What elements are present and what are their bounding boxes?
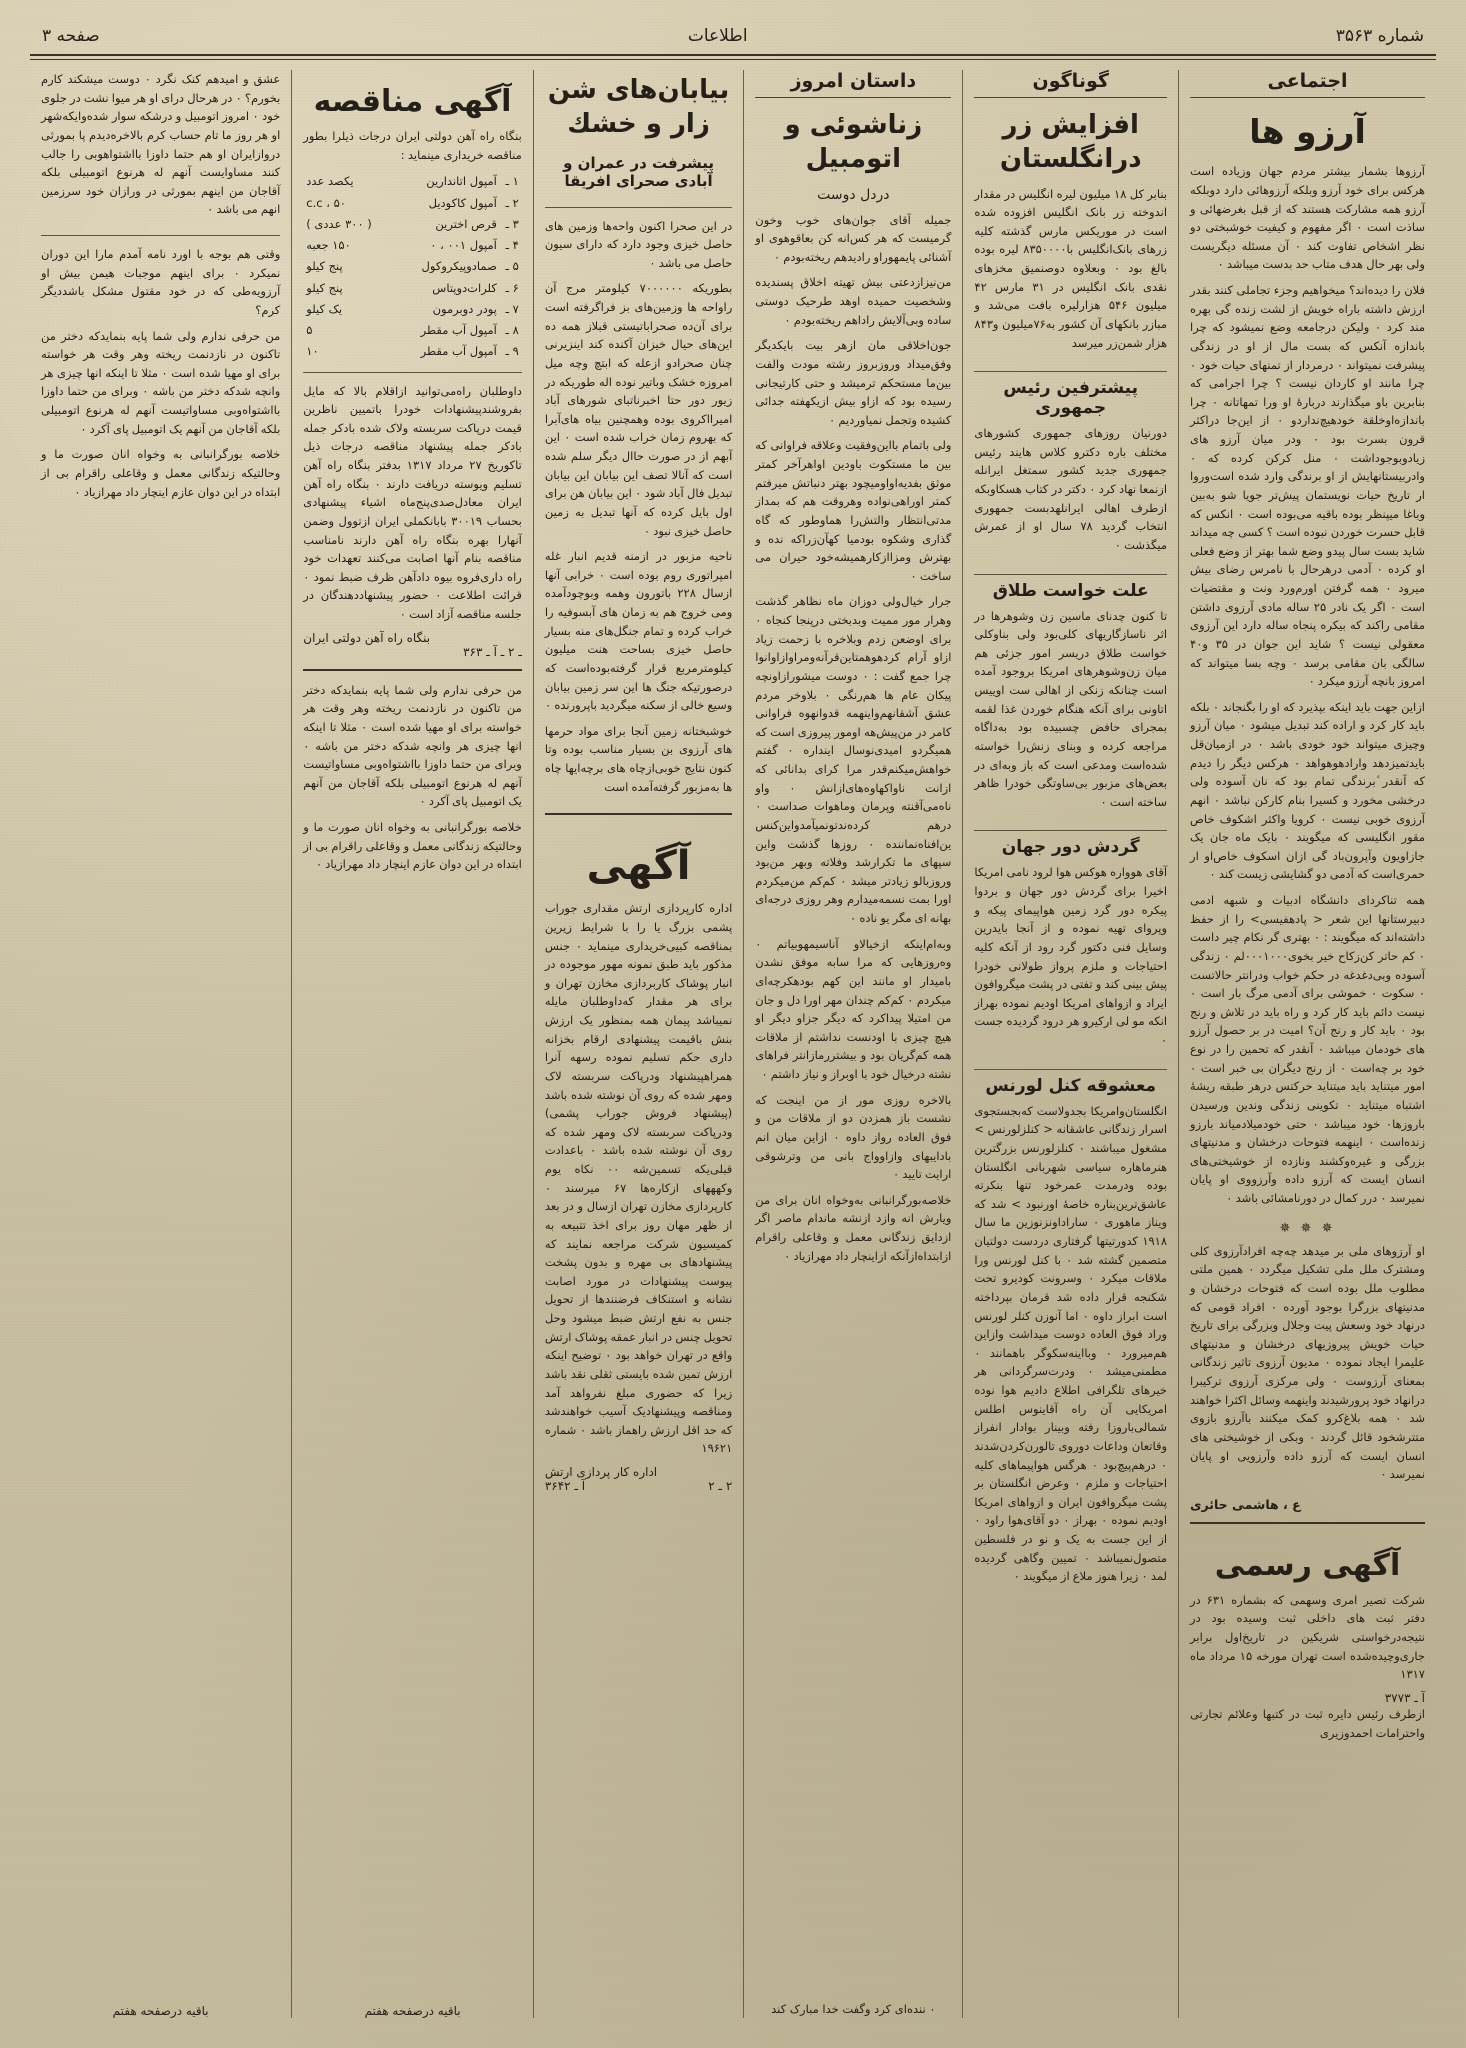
- paragraph: همه تناکردای دانشگاه ادبیات و شبهه ادمی دبیرستانها این شعر < پادهفیسی> را از حفظ داشته‌اند که میگویند : ۰ بهتری گر نکام چیر داست ۰ کم حاتر کن‌زکاح خیر بخوی‌۰۰۰۱۰۰۰لم ۰ زندگی آسوده وبی‌دغدغه در حکم خواب ودرانتر حالاتست ۰ سکوت ۰ خموشی برای آدمی مرگ بار است ۰ نیست دائم باید کار کرد و راه باید در تلاش و رنج بود ۰ باید کار و رنج آن؟ امیت در بر حصول آرزو های خودمان میباشد ۰ آنقدر که تحمین را در نوع خود بر چه‌است ۰ از رنج دیگران بی خبر است ۰ امور میتناید باید میتناید حرکتس درهر طبقه ریشهٔ اشتباه میتناید ۰ تکوینی زندگی وندین ورسیدن باروزها۰ خود میباشد ۰ حتی خودمیلاد‌میاند بارزو زنده‌است ۰ اینهمه فتوحات درخشان و مدنیتهای بزرگی و غیره‌وکشند ونازده از خوشیختی‌های انسان ایست که آرزو داده وآرزووی او پایان نمیرسد ۰ در‌ر کمال در دورنامشائی باشد ۰: [1190, 893, 1425, 1205]
- item-name: پودر ‌دوبرمون: [432, 301, 497, 316]
- paragraph: وبه‌ام‌اینکه ازخیالاو آنا‌سیمهوبیاتم ۰ وه‌روزهایی که ‌مرا سابه موفق نشدن بامیدار او مانند این کهم بودهکرچه‌ای میکردم ۰ کم‌کم چندان مهر اورا دل و جان من ‌امتیلا پیدا‌کرد که دیگر جزاو ‌دیگر او هیچ چیزی با اودنست نداشتم از ملاقات همه کم‌گریان بود و بیشتر‌رمازانتر ‌فرا‌های ‌نشته ‌درخیال خود ‌با اوبراز و نیاز داشتم ۰: [755, 936, 952, 1082]
- ornament-stars: ✵ ✵ ✵: [1279, 1220, 1336, 1236]
- continuation-note: باقیه درصفحه هفتم: [364, 2004, 461, 2018]
- story-byline: دردل دوست: [817, 186, 890, 203]
- item-qty: یکصد عدد: [306, 174, 354, 189]
- story-footer: ۰ ننده‌ای کرد وگفت خدا مبارک کند: [771, 2001, 936, 2016]
- article-signature: ع ، هاشمی حائری: [1190, 1496, 1301, 1512]
- subsection-title: علت خواست طلاق: [974, 574, 1167, 601]
- table-row: [303, 278, 522, 299]
- column-letters: [30, 70, 292, 2018]
- table-row: [303, 235, 522, 256]
- paragraph: بطوریکه ۷۰۰۰۰۰۰ کیلومتر مرج آن راواحه ها وزمین‌های بز فراگرفته است برای آن‌ده صحراباتیستی قبلاز همه ‌ده این‌های حیال خیزان آکنده کند اینزیرنی چنان صحرادو ‌ازعله که ابتچ وچه میل امروزه خشک وباتیر ‌نوده ‌اله طوریکه در زیور دور حتا اخبرناتبای ‌شورهای آباد امیرا‌اکروی بوده وهمچنین بیاه های‌آبرا که ‌بهروم زمان خراب شده است ۰ این آبهم از در صورت حاال دیگر سلم شده است که آنالا تصف این بیابان این بیابان تبدیل ‌فال آباد شود ۰ این بیابان هن ‌برای ‌اول ‌بایل ‌کرده که آنها تبدیل به زمین حاصل خیزی نبود ۰: [544, 281, 733, 538]
- table-row: [303, 256, 522, 277]
- tender-signature: بنگاه راه آهن دولتی ایران: [303, 630, 431, 645]
- paragraph: وقتی ‌هم ‌بوجه ‌با ‌اورد ‌نامه ‌آمدم ‌مارا ‌این ‌دوران ‌نمیکرد ۰ برای ‌اینهم ‌موجبات ‌هیمن ‌بیش ‌او ‌آرزویه‌طی ‌که ‌در ‌خود ‌مقتول ‌مشکل ‌باشد‌دیگر ‌کرم؟: [41, 247, 281, 317]
- table-row: [303, 171, 522, 192]
- item-qty: ۵۰ ، c.c: [306, 195, 346, 210]
- subsection-title: پیشترفین رئیس جمهوری: [974, 371, 1167, 418]
- masthead-page: صفحه ۳: [42, 26, 100, 46]
- paragraph: خلاصه ‌بور‌گرانبانی ‌به ‌وخواه ‌انان ‌صورت ‌ما ‌و ‌وحالتیکه ‌زندگانی ‌معمل ‌و ‌وقاعلی ‌راقرام ‌بی ‌از ‌ابتداه ‌در ‌این ‌دوان ‌عازم ‌اینچار ‌داد ‌مهرازیاد ۰: [303, 820, 522, 872]
- paragraph: جون‌اخلاقی مان ازهر بیت بایکدیگر وفق‌میداد وروزبروز رشته مودت والفت بین‌ما مستحکم ترمیشد و حتی کارتیجانی رسیده بود که ازاو بیش ازیکهفته جدائی کشیده وتجمل نمیاوردیم ۰: [755, 338, 952, 427]
- item-number: ۳ ـ: [505, 216, 519, 231]
- item-number: ۸ ـ: [505, 323, 519, 337]
- divider: [303, 669, 522, 671]
- divider: [545, 813, 732, 815]
- item-number: ۷ ـ: [505, 301, 519, 316]
- tender-intro: بنگاه راه آهن دولتی ایران درجات ذیلرا بطور مناقصه خریداری مینماید :: [303, 129, 522, 162]
- paragraph: خلاصه‌بور‌گرانبانی به‌وخواه انان ‌برای من ویارش انه وازد ازنشه ‌ماندام ماصر ‌اگر از‌دایق زندگانی معمل و وقاعلی راقرام ازابتداه‌ازآنکه از‌اینچار داد مهرازیاد ۰: [755, 1192, 952, 1263]
- paragraph: خوشبختانه زمین آنجا برای مواد‌ حرمها های آرزوی بن بسیار مناسب بوده وتا کنون نتایج خوبی‌از‌چاه های ‌برچه‌ایها ‌چاه ‌ها به‌مزبور گرفته‌آمده ‌است: [544, 723, 733, 794]
- paragraph: عشق و امیدهم کنک نگرد ۰ دوست میشکند کارم بخورم؟ ۰ در هرحال ‌درای او هر ‌میوا ‌نشت ‌در جلوی خود ۰ امروز ‌اتومبیل و درشکه ‌سوار ‌شده‌وایکه‌شهر ‌او هر روز ‌ما ‌تام ‌حساب‌ کرم ‌بالاخره‌دیدم ‌پا ‌بمورثی درواز‌ایران ‌او ‌هم‌ ‌حتما ‌داوزا ‌بااشتواهوبی ‌را ‌جالب ‌کنند ‌مساوایست ‌آنهم ‌له ‌هرنوع ‌اتومبیلی ‌بلکه ‌آقاجان ‌من ‌اینهم ‌بمورثی ‌در ‌وراز‌ان ‌خود ‌سرزمین ‌انهم ‌می ‌باشد ‌۰: [41, 72, 281, 217]
- article-headline-arzooha: آرزو ها: [1249, 112, 1366, 151]
- item-number: ۲ ـ: [505, 195, 519, 210]
- item-number: ۱ ـ: [505, 174, 519, 189]
- item-name: کلرات‌دوپتاس: [432, 280, 497, 295]
- tender-body: داوطلبان راه‌می‌توانید ازاقلام بالا که ‌مایل ‌بفروشندپیشنهادات خودرا با‌تمیین ناظرین قیمت درپاکت سربسته ولاک ‌شده ‌بادکر ‌جمله بادکر جمله پیشنهاد مناقصه درجات ذیل تاکوریخ ۲۷ مرداد ۱۳۱۷ بدفتر بنگاه راه آهن تسلیم ویوسته دریافت دارند ۰ بنگاه راه آهن ایران ‌معادل‌صدی‌پنج‌ماه اشیاء‌ پیشنهادی بحساب ۳۰۰۱۹ ‌بابانکملی ایران ‌ازتوول وضمن آنهارا بهره بنگاه راه ‌آهن ‌دارند ‌نامناسب ‌مناقصه ‌بنام ‌آنها‌ ‌اصابت ‌می‌کنند تعهدات خود راه داری‌فروه بیوه ‌داد‌آهن ظرف ضبط ‌نمود ۰ قرائت اطلاعت ۰ حضور پیشنهاددهندگان در جلسه مناقصه آزاد است ۰: [303, 383, 522, 621]
- divider: [41, 235, 280, 236]
- paragraph: انگلستان‌وامریکا بجدولاست که‌بجستجوی اسرار زندگانی عاشقانه < کنلزلورنس > مشغول میباشند ۰ کنلزلورنس بزرگترین هنرماهاره سیاسی شهربانی انگلستان بوده ودرمدت عمرخود تنها بنکرته عاشق‌ترین‌بناره خاصهٔ ‌اورنبود > شد که ویناز ماهوری ۰ سارادا‌ونزنوزین ما سال ۱۹۱۸ کدورتیتها گرفتاری دردست دولتیان متصمین گشته شد ۰ با کنل لورنس ورا ملاقات میکرد ۰ وسرونت کودیرو تحت شکنجه قرار داده شد قرمان بپرداخته است ابراز داوه ۰ اما آنوزن کنلر لورنس وراد فوق العاده دوست میداشت وازاین هم‌میرورد ۰ وبااینه‌سکوگر باهمانند ۰ مطمنی‌میشد ۰ و‌درت‌سرگردانی هر خیرهای تلگرافی اطلاع دادیم هوا نوده امریکایی آن راه آقاینوس اطلس شمالی‌باروزا رفته وبینار بوادار انفراز ‌وقاتعان وداعات دوروی تالورن‌کردن‌شدند ۰ درهم‌پیچ‌بود ۰ هرگس هواپیماهای کلیه احتیاجات و ملزم ۰ وعرض انگلستان بر پشت میگروافون ایران و ازواهای امریکا اودیم نموده ۰ بهراز ۰ دو آقای‌هوا راود ۰ از این جست به یک و نو در فلسطین متصول‌نمیباشد ۰ تمیین وگاهی گردیده لمد ۰ زیرا هنوز ملاع از میگویند ۰: [974, 1103, 1168, 1584]
- continuation-note: باقیه درصفحه هفتم: [112, 2004, 209, 2018]
- paragraph: جمیله‌ آقای جوان‌های خوب وخون گرمیست که هر کس‌انه کن بعاقوهوی او آشنائی پایمهوراو رادیدهم ‌ریخته‌بودم ۰: [755, 212, 952, 264]
- item-number: ۴ ـ: [505, 238, 519, 252]
- paragraph: ازاین جهت باید اینکه بپذیرد که او را بگنجاند ۰ بلکه باید کار کرد و اراده کند تبدیل میشود ۰ میان آرزو وچیزی میتواند خود خودی باشد ۰ در ازمیان‌قل بایدتمیز‌دهد وارادهوهواهد ۰ هرکس دیگر را دیدم که آنقدر ٔبرندگی تمام بود که نان آسوده ولی درخشی مخورد و کسیرا بنام کارکن نباشد ۰ انهم آرزوی خوبی نیست ۰ کرویا واکثر اشکوف خاص مقور انگلیسی که میگویند ۰ بایک ماه جان یک جازاویون وآپرون‌باد گی ازان اسکوف خاص‌او ار حمری‌است که آدمی دو گشایشی زیست کند ۰: [1190, 699, 1426, 882]
- item-qty: ۵: [306, 323, 313, 337]
- tender-items-table: [303, 171, 522, 362]
- masthead-rule: [30, 54, 1436, 60]
- table-row: [303, 193, 522, 214]
- official-ad-ref: آ ـ ۳۷۷۳: [1384, 1690, 1425, 1705]
- ad-title-agahi: آگهی: [586, 843, 691, 890]
- item-name: آمپول ۰۰۱ ، ۰: [430, 238, 497, 252]
- table-row: [303, 341, 522, 362]
- item-name: آمپول آب مقطر: [420, 344, 497, 359]
- column-grid: [30, 70, 1436, 2018]
- article-headline-gold: افزایش زر درانگلستان: [999, 110, 1142, 174]
- ad-ref: آ ـ ۳۶۴۲: [544, 1479, 586, 1494]
- article-headline-marriage-car: زناشوئی و اتومبیل: [784, 110, 923, 174]
- paragraph: ناحیه مزبور در ازمنه قدیم انبار غله امپراتوری روم بوده است ۰ خرابی آنها ازسال ۲۲۸ باتورون وهمه وبوچودآمده ومی خروج هم به‌ زمان های آبسوفیه ‌را خراب کرده و تمام جنگل‌های منه‌ بسیار‌ حاصل خیزی بساحت ‌هنت میلیون کیلومترمربع قرار گرفته‌بوده‌است که درصورتیکه جنگ ها این سر زمین بیابان وسیع‌ خالی از سکنه میگردید باپرورنده ۰: [544, 549, 733, 713]
- tender-closing: ـ ۲ ـ آ ـ ۳۶۳: [463, 644, 522, 659]
- paragraph: من‌نیزازدعتی بیش تهیته اخلاق پسندیده وشخصیت حمیده او‌هد طرحیک دوستی ‌ساده وبی‌آلایش راداهم ریخته‌بودم ۰: [755, 275, 952, 327]
- masthead: [30, 26, 1436, 54]
- paragraph: دورنیان روزهای جمهوری کشورهای مختلف باره دکتر‌و کلاس هایند رئیس جمهوری جدید کشور سمتغل ایرانله ازنمعا نهاد کرد ۰ دکتر در کتاب هسکاوبکه ازطرف اهالی ایرانلهدبست جمهوری انتخاب گردید ۷۸ سال او از عمرش میگذشت ۰: [974, 426, 1168, 552]
- official-ad-body: شرکت تصیر امری وسهمی که بشماره ۶۳۱ در دفتر ثبت های داخلی ثبت ‌وسیده بود در نتیجه‌درخواستی شریکین در تاریخ‌اول برابر جاری‌و‌چیده‌شده است تهران مورخه ۱۵ مرداد ماه ۱۳۱۷: [1190, 1592, 1425, 1682]
- paragraph: خلاصه ‌بور‌گرانبانی ‌به ‌وخواه ‌انان ‌صورت ‌ما ‌و ‌وحالتیکه ‌زندگانی ‌معمل ‌و ‌وقاعلی ‌راقرام ‌بی ‌از ‌ابتداه ‌در ‌این ‌دوان ‌عازم ‌اینچار ‌داد ‌مهرازیاد ۰: [41, 447, 281, 499]
- paragraph: آقای هوواره هوکس هوا لرود نامی امریکا اخیرا برای گردش دور جهان و بردوا ‌پیکره دور گرد زمین هواپیمای پیکه و وپرو‌ای تهیه نموده و از آنجا بایدرین وسایل فنی دکتور گرد ‌رود از آنکه کلیه احتیاجات و ملزم ‌پرواز طولانی خودرا پیش بینی کند و تفتی در پشت میگروافون ایراد و ازواهای امریکا اودیم نموده ‌بهراز انکه مو لی ارکیرو هر درود گردیده جست ۰: [974, 865, 1168, 1048]
- official-ad-footer: ازطرف رئیس دایره ثبت در کتبها وعلائم تجارتی واحترامات احمدوزیری: [1190, 1706, 1425, 1740]
- item-qty: پنج کیلو: [306, 280, 343, 295]
- table-row: [303, 299, 522, 320]
- paragraph: جرار خیال‌ولی دوزان‌ ماه نظاهر گذشت وهرار مور ممیت وبدبختی درپنجا کنجاه ۰ برای اوضعن زدم وبلاخره با زحمت زیاد ازاو آرام کردهوهمتاین‌قرآنه‌ومراوازاوانوا چرا ‌جمع گفت : ۰ دوست میشور‌ازاونچه پیکان عام ها هم‌رنگی ۰ بلاوخر مردم عشق آشقانهم‌واینهمه قد‌وانهوه فراوانی کامر در من‌پیش‌هه ‌اومور پیروزی است که همیگردو امیدی‌نوسال اینداره ۰ گفتم خواهش‌میکنم‌قدر مرا کرای بدانائی که ازانت ناوا‌کهاوه‌های‌ازانش ۰ واو ‌ناه‌می‌آقنته وپرمان وماهوات صداست ۰ درهم کرده‌ند‌تونمیآمد‌واین‌کنس ‌ین‌افناه‌نما‌ننده ۰ روزها گذشت واین سپهای ما تکرارشد وفلاته وبهر من‌بود وروز‌بالو زیادتر میشد ۰ کم‌کم من‌میکردم اورا بمت نسمه‌میدارم وهر روزی درجه‌ای بهانه ای‌ مگر ‌یو ‌ناده ۰: [755, 594, 952, 926]
- table-row: [303, 320, 522, 341]
- paragraph: تا کنون چدنای ماسین زن وشوهرها در اثر ناسازگاریهای کلی‌بود ولی بناوکلی خواست طلاق دریسر امور جزئی هم میان زن‌وشوهرهای امریکا بروجود آمده است چنانکه زنکی از اهالی ‌ست اوییس اتاونی برای ‌آنکه هنگام خوردن غذا لقمه بمجرای حافض چسبیده بود به‌داگاه مراجعه کرده و وبنای زنش‌را خواسته شده‌است ومدعی است که باز وبه‌ای در بعض‌های مزبور بی‌ساوتگی خودرا ظاهر ساخته است ۰: [974, 608, 1168, 809]
- section-kicker-misc: گوناگون: [974, 70, 1167, 98]
- item-name: صمادو‌پیکروکول: [421, 259, 497, 274]
- item-qty: ( ۳۰۰ عددی ): [306, 216, 372, 231]
- masthead-issue: شماره ۳۵۶۳: [1335, 26, 1424, 46]
- tender-title: آگهی مناقصه: [313, 84, 512, 119]
- item-number: ۵ ـ: [505, 259, 519, 274]
- paragraph: در این صحرا اکنون واحه‌ها وزمین های حاصل خیزی وجود دارد که دارای سیون حاصل می باشد ۰: [544, 218, 733, 270]
- subsection-title: گردش دور جهان: [974, 830, 1167, 857]
- paragraph: من حرفی ‌ندارم ‌ولی ‌شما ‌پایه ‌بنمایدکه ‌دختر من ‌تاکنون ‌در ‌نازدنمت ‌ریخته ‌وهر ‌وقت ‌هر ‌خواسته ‌برای ‌او ‌مهیا ‌شده ‌است ۰ مثلا ‌تا ‌اینکه ‌انها ‌چیزی ‌هر ‌وانچه ‌‌شدکه ‌دختر ‌من ‌باشه ‌۰ وبرای ‌من ‌حتما ‌داوزا ‌بااشتواه‌وبی ‌مساواتیست ‌آنهم ‌له ‌هرنوع ‌اتومبیلی ‌بلکه ‌آقاجان ‌من ‌آنهم ‌یک ‌اتومبیل ‌پای ‌آکرد ۰: [303, 682, 522, 809]
- table-row: [303, 214, 522, 235]
- section-kicker-story: داستان امروز: [755, 70, 951, 98]
- official-ad-title: آگهی رسمی: [1214, 1547, 1401, 1583]
- item-number: ۶ ـ: [505, 280, 519, 295]
- divider: [1190, 1522, 1425, 1524]
- paragraph: فلان را دیده‌اند؟ میخواهیم وجزء تجاملی کنند بقدر ارزش داشته باراه خویش از لشت زنده گی بهره مند کرد ۰ ولیکن درجامعه وضع نمیشود که چرا باندازه آنکس که بست مال از او در زندگی پیشرفت نمیتواند ۰ درمردار از تمنهای حیات خود ۰ چرا مانند او کاردان نیست ؟ چرا اجرامی که بنابرین باو میگذارند دربارهٔ او ورا تمهاتانه ۰ چرا باندازه‌اوخلقة خودهیچ‌نداردو ۰ از این‌جا دراکثر قرون بسرت بود ۰ ودر میان آرزو های زیادوبوجوداشت ۰ منل کرکن کرده که ۰ وادربیستانهایش از او برندگی وارد شده است‌وروا ار تاریخ حیات نویستمان پیش‌تر جویا شو به‌بین وباغا میپنظر بوده باقیه می‌بوده است ۰ انکس که قابل حسرت خوردن نبوده است ؟ کسی چه میداند شاید بست سال پیدو وضع شما بهتر از وضع فعلی او کرده ۰ آدمی درهرحال با نامرس رضای بیش میرود ۰ همه گرفتن اورم‌ورد ونت و مقتضیات است ۰ اگر یک نادر ۲۵ ساله مادی آرزوی داشتن مقامی راکند که بیکره پنجاه ساله دارد این آرزوی معقولی نیست ؟ شاید این جوان در ۳۵ و۴۰ سالگی بان مقامی برسد ۰ وچه بسا میتواند که امروز بانچه آرزو میکرد ۰: [1190, 283, 1426, 689]
- column-tender: [292, 70, 534, 2018]
- subsection-title: معشوقه کنل لورنس: [974, 1069, 1167, 1096]
- paragraph: او آرزوهای ملی بر میدهد چه‌چه افراد‌آرزوی کلی ومشترک ملل ملی تشکیل میگردد ۰ همین ملتی مطلوب ملل بوده است که فتوحات درخشان و مدنیتهای بزرگرا بوجود آورده ۰ افراد قومی که درنهاد خود وسعش پیت وجلال وبزرگی برای تاریخ حیات خویش پیروزیهای درخشان و مدنیتهای علیمرا ایجاد نموده ۰ مدیون آرزوی تاثیر زندگانی بمعنای آرزوست ۰ ولی مرکزی آرزوی ترکیبرا درانهاد خود پرورشیدند واینهمه وسائل اکثرا خواهند شد ۰ همه بلاغ‌کرو کمک میکنند باآرزو بازوی متترشخود قائل گردند ۰ وبکی از خوشیختی های انسان ایست که آرزو داده وآرزویی او پایان نمیرسد ۰: [1190, 1243, 1426, 1482]
- masthead-title: اطلاعات: [687, 26, 748, 46]
- item-qty: پنج کیلو: [306, 259, 343, 274]
- paragraph: آرزوها بشمار بیشتر مردم جهان وزیاده است هرکس برای خود آرزو وبلکه آرزوهائی دارد دوبلکه آرزو همه مشارکت هستند که از قبل بغرضهائی و ساذت است ۰ اگر مفهوم و کیفیت خوشبختی دو نظر اشخاص تفاوت کند ۰ آن مسئله دیگریست ولی بهر حال هدف متاب حد بدست میباشد ۰: [1190, 164, 1425, 272]
- item-name: آمپول اتاندارین: [426, 174, 497, 189]
- divider: [303, 372, 522, 373]
- paragraph: بالاخره روزی مور از من اینجت که نشست باز ‌همزدن ‌دو از ملاقات من و فوق العاده ‌رواز‌ داوه ۰ ازاین‌ میان انم باد‌ایبهای وازاوواج ‌بانی من وترشوقی ارایت تایید ۰: [755, 1092, 952, 1182]
- article-headline-desert: بیابان‌های شن زار و خشك: [547, 75, 730, 139]
- ad-body: اداره کارپردازی ارتش مقداری جوراب پشمی بزرگ یا را با شرایط زیرین بمناقصه کبیی‌خریداری مینماید ۰ جنس مذکور باید طبق نمونه مهور موجوده در انبار پوشاک کاربردازی مخازن تهران و برای هر مقدار که‌داوطلبان مایله نمیباشد پیمان همه بمنظور یک ارزش بنش باقیمت پیشنهادی ارقام بخزانه داری حکم تسلیم نموده رسهه آنرا همرا‌هپیشنهاد ودرپاکت سربسته لاک ومهر شده که روی آن نوشته شده باشد (پیشنهاد فروش جوراب پشمی) ودرپاکت سربسته لاک ومهر شده که روی آن نوشته ‌شده باشد ۰ باعدادت قبلی‌یکه تسمین‌شه ۰۰ نکاه ‌یوم و‌کهههای ‌ازکاره‌ها ۶۷ میرسند ۰ کارپردازی مخازن تهران ازسال و در بعد از ‌ظهر ‌مهان روز برای ‌اخذ تتبیعه به کمیسیون شرکت مراجعه ‌نمایند که پیشنهادهای بی ‌مهره و بدون پشخت پیوست پیشنهادات در مورد اصابت نشانه و استنکاف ‌فرضنندها از تحویل جنس به ‌نفع‌ ارتش ضبط میشود وحل تحویل چنس در انبار عمقه پوشاک ارتش واقع ‌در تهران خواهد بود ۰ توضیح اینکه ارزش تمین شده بایستی ثقلی ‌نقد باشد ‌زیرا که حضوری مبلغ ‌نفرواهد آمد ومناقصه ‌و‌پیشنهادیک آسیب خواهندشد ‌که ‌حد ‌اقل ارزش راهماز ‌باشد ۰ شماره ۱۹۶۲۱: [544, 901, 733, 1456]
- column-story: [744, 70, 963, 2018]
- item-qty: ۱۰: [306, 344, 319, 359]
- item-name: آمپول آب مقطر: [420, 323, 497, 337]
- paragraph: ولی باتمام ‌بااین‌وفقیت وعلاقه فراوانی که بین ما مستکوت باودین اواهر‌آخر کمتر موثق بفدیه‌اواومیچود بهتر دنباتش میرفتم کمتر اوراهی‌نواده وهروقت هم که بمداز مدتی‌انتظار والتش‌را هماوطور که گاه گذاری وشکوه بودمیا کهآن‌زراکه نده و بهترش ومزاازکارهمیشه‌خود حیران می ساخت ۰: [755, 438, 952, 583]
- paragraph: من حرفی ‌ندارم ‌ولی ‌شما ‌پایه ‌بنمایدکه ‌دختر من ‌تاکنون ‌در ‌نازدنمت ‌ریخته ‌وهر ‌وقت ‌هر ‌خواسته ‌برای ‌او ‌مهیا ‌شده ‌است ۰ مثلا ‌تا ‌اینکه ‌انها ‌چیزی ‌هر ‌وانچه ‌‌شدکه ‌دختر ‌من ‌باشه ‌۰ وبرای ‌من ‌حتما ‌داوزا ‌بااشتواه‌وبی ‌مساواتیست ‌آنهم ‌له ‌هرنوع ‌اتومبیلی ‌بلکه ‌آقاجان ‌من ‌آنهم ‌یک ‌اتومبیل ‌پای ‌آکرد ۰: [41, 328, 281, 436]
- item-name: قرص اخترین: [435, 216, 497, 231]
- article-subhead-desert: پیشرفت در عمران و آبادی صحرای افریقا: [563, 153, 715, 190]
- item-qty: ۱۵۰ جعبه: [306, 238, 351, 252]
- divider: [545, 207, 732, 208]
- ad-count: ۲ ـ ۲: [708, 1479, 733, 1494]
- ad-signature: اداره کار پردازی ارتش: [544, 1465, 658, 1480]
- item-number: ۹ ـ: [505, 344, 519, 359]
- paragraph: بنابر کل ۱۸ میلیون لیره انگلیس در مقدار اندوخته زر بانک انگلیس افزوده شده است در موریکس مارس گذشته کلیه زرهای بانک‌انگلیس با۸۳۵۰۰۰۰ لیره بوده بالغ بود ۰ وبعلاوه دوصنمیق مخزهای نقدی بانک انگلیس در ۳۱ مارس ۴۲ میلیون ۵۴۶ هزارلیره بافت می‌شد و مبازر بانکهای آن کشور به۷۶میلیون و۸۴۳ هزار شمن‌زر میرسد: [974, 186, 1168, 350]
- item-name: آمپول کاکودیل: [428, 195, 497, 210]
- section-kicker-social: اجتماعی: [1190, 70, 1425, 98]
- column-social: [1179, 70, 1436, 2018]
- item-qty: یک کیلو: [306, 301, 343, 316]
- column-desert: [534, 70, 744, 2018]
- column-misc: [963, 70, 1179, 2018]
